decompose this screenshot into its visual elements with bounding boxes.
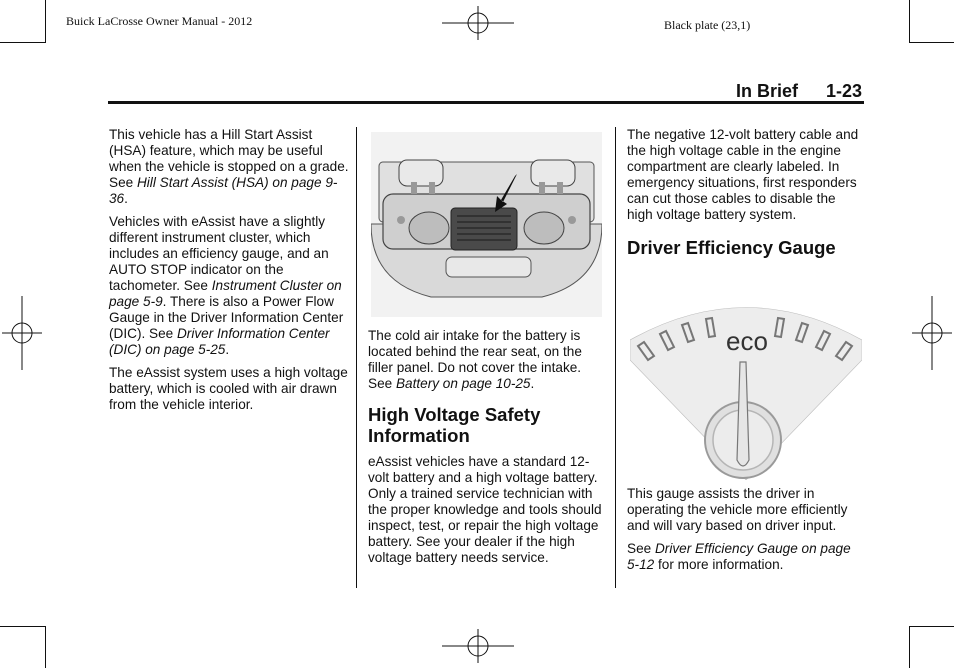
paragraph: The eAssist system uses a high voltage battery, which is cooled with air drawn from the vehicle interior.: [109, 365, 348, 412]
paragraph: [109, 214, 349, 358]
manual-title: Buick LaCrosse Owner Manual - 2012: [66, 14, 253, 28]
section-heading: High Voltage Safety Information: [368, 404, 541, 446]
battery-intake-illustration: [371, 132, 602, 317]
crop-mark: [0, 42, 46, 43]
crop-mark: [45, 626, 46, 668]
crop-mark: [909, 42, 954, 43]
plate-label: Black plate (23,1): [664, 18, 751, 32]
column-3: [627, 127, 863, 266]
paragraph: eAssist vehicles have a standard 12-volt battery and a high voltage battery. Only a trained service technician with the proper knowledge and tools should inspect, test, or repair the high voltage battery. See your dealer if the high voltage battery needs service.: [368, 454, 602, 565]
column-3-lower: [627, 486, 863, 580]
section-heading: Driver Efficiency Gauge: [627, 237, 836, 258]
image-caption: [368, 328, 608, 392]
cross-reference[interactable]: Driver Efficiency Gauge on page 5-12: [627, 541, 851, 572]
column-divider: [356, 127, 357, 588]
text: See: [627, 541, 655, 556]
text: .: [225, 342, 230, 357]
text: Vehicles with eAssist have a slightly different instrument cluster, which includes an efficiency gauge, and an AUTO STOP indicator on the tachometer. See: [109, 214, 329, 293]
cross-reference[interactable]: Battery on page 10-25: [395, 376, 531, 391]
registration-mark-top: [442, 6, 514, 40]
efficiency-gauge-illustration: [630, 300, 862, 480]
text: .: [530, 376, 535, 391]
gauge-label: eco: [726, 326, 768, 356]
text: .: [124, 191, 128, 206]
text: . There is also a Power Flow Gauge in the Driver Information Center (DIC). See: [109, 294, 344, 341]
crop-mark: [909, 626, 910, 668]
crop-mark: [909, 0, 910, 42]
paragraph: [627, 541, 863, 573]
crop-mark: [0, 626, 46, 627]
cross-reference[interactable]: Instrument Cluster on page 5-9: [109, 278, 342, 309]
crop-mark: [45, 0, 46, 42]
text: The cold air intake for the battery is located behind the rear seat, on the filler panel. Do not cover the intake. See: [368, 328, 582, 391]
paragraph: This gauge assists the driver in operating the vehicle more efficiently and will vary based on driver input.: [627, 486, 848, 533]
text: This vehicle has a Hill Start Assist (HSA) feature, which may be useful when the vehicle is stopped on a grade. See: [109, 127, 349, 190]
cross-reference[interactable]: Driver Information Center (DIC) on page 5-25: [109, 326, 330, 357]
cross-reference[interactable]: Hill Start Assist (HSA) on page 9-36: [109, 175, 338, 206]
text: for more information.: [654, 557, 784, 572]
registration-mark-right: [912, 296, 952, 370]
section-title: In Brief: [735, 81, 798, 101]
header-rule: [108, 101, 864, 104]
page-number: 1-23: [825, 81, 862, 101]
registration-mark-left: [2, 296, 42, 370]
paragraph: [109, 127, 349, 207]
column-1: [109, 127, 349, 420]
column-divider: [615, 127, 616, 588]
paragraph: The negative 12-volt battery cable and the high voltage cable in the engine compartment are clearly labeled. In emergency situations, first responders can cut those cables to disable the high voltage battery system.: [627, 127, 859, 222]
section-header: [0, 81, 862, 102]
registration-mark-bottom: [442, 629, 514, 663]
crop-mark: [909, 626, 954, 627]
column-2: [368, 328, 608, 573]
